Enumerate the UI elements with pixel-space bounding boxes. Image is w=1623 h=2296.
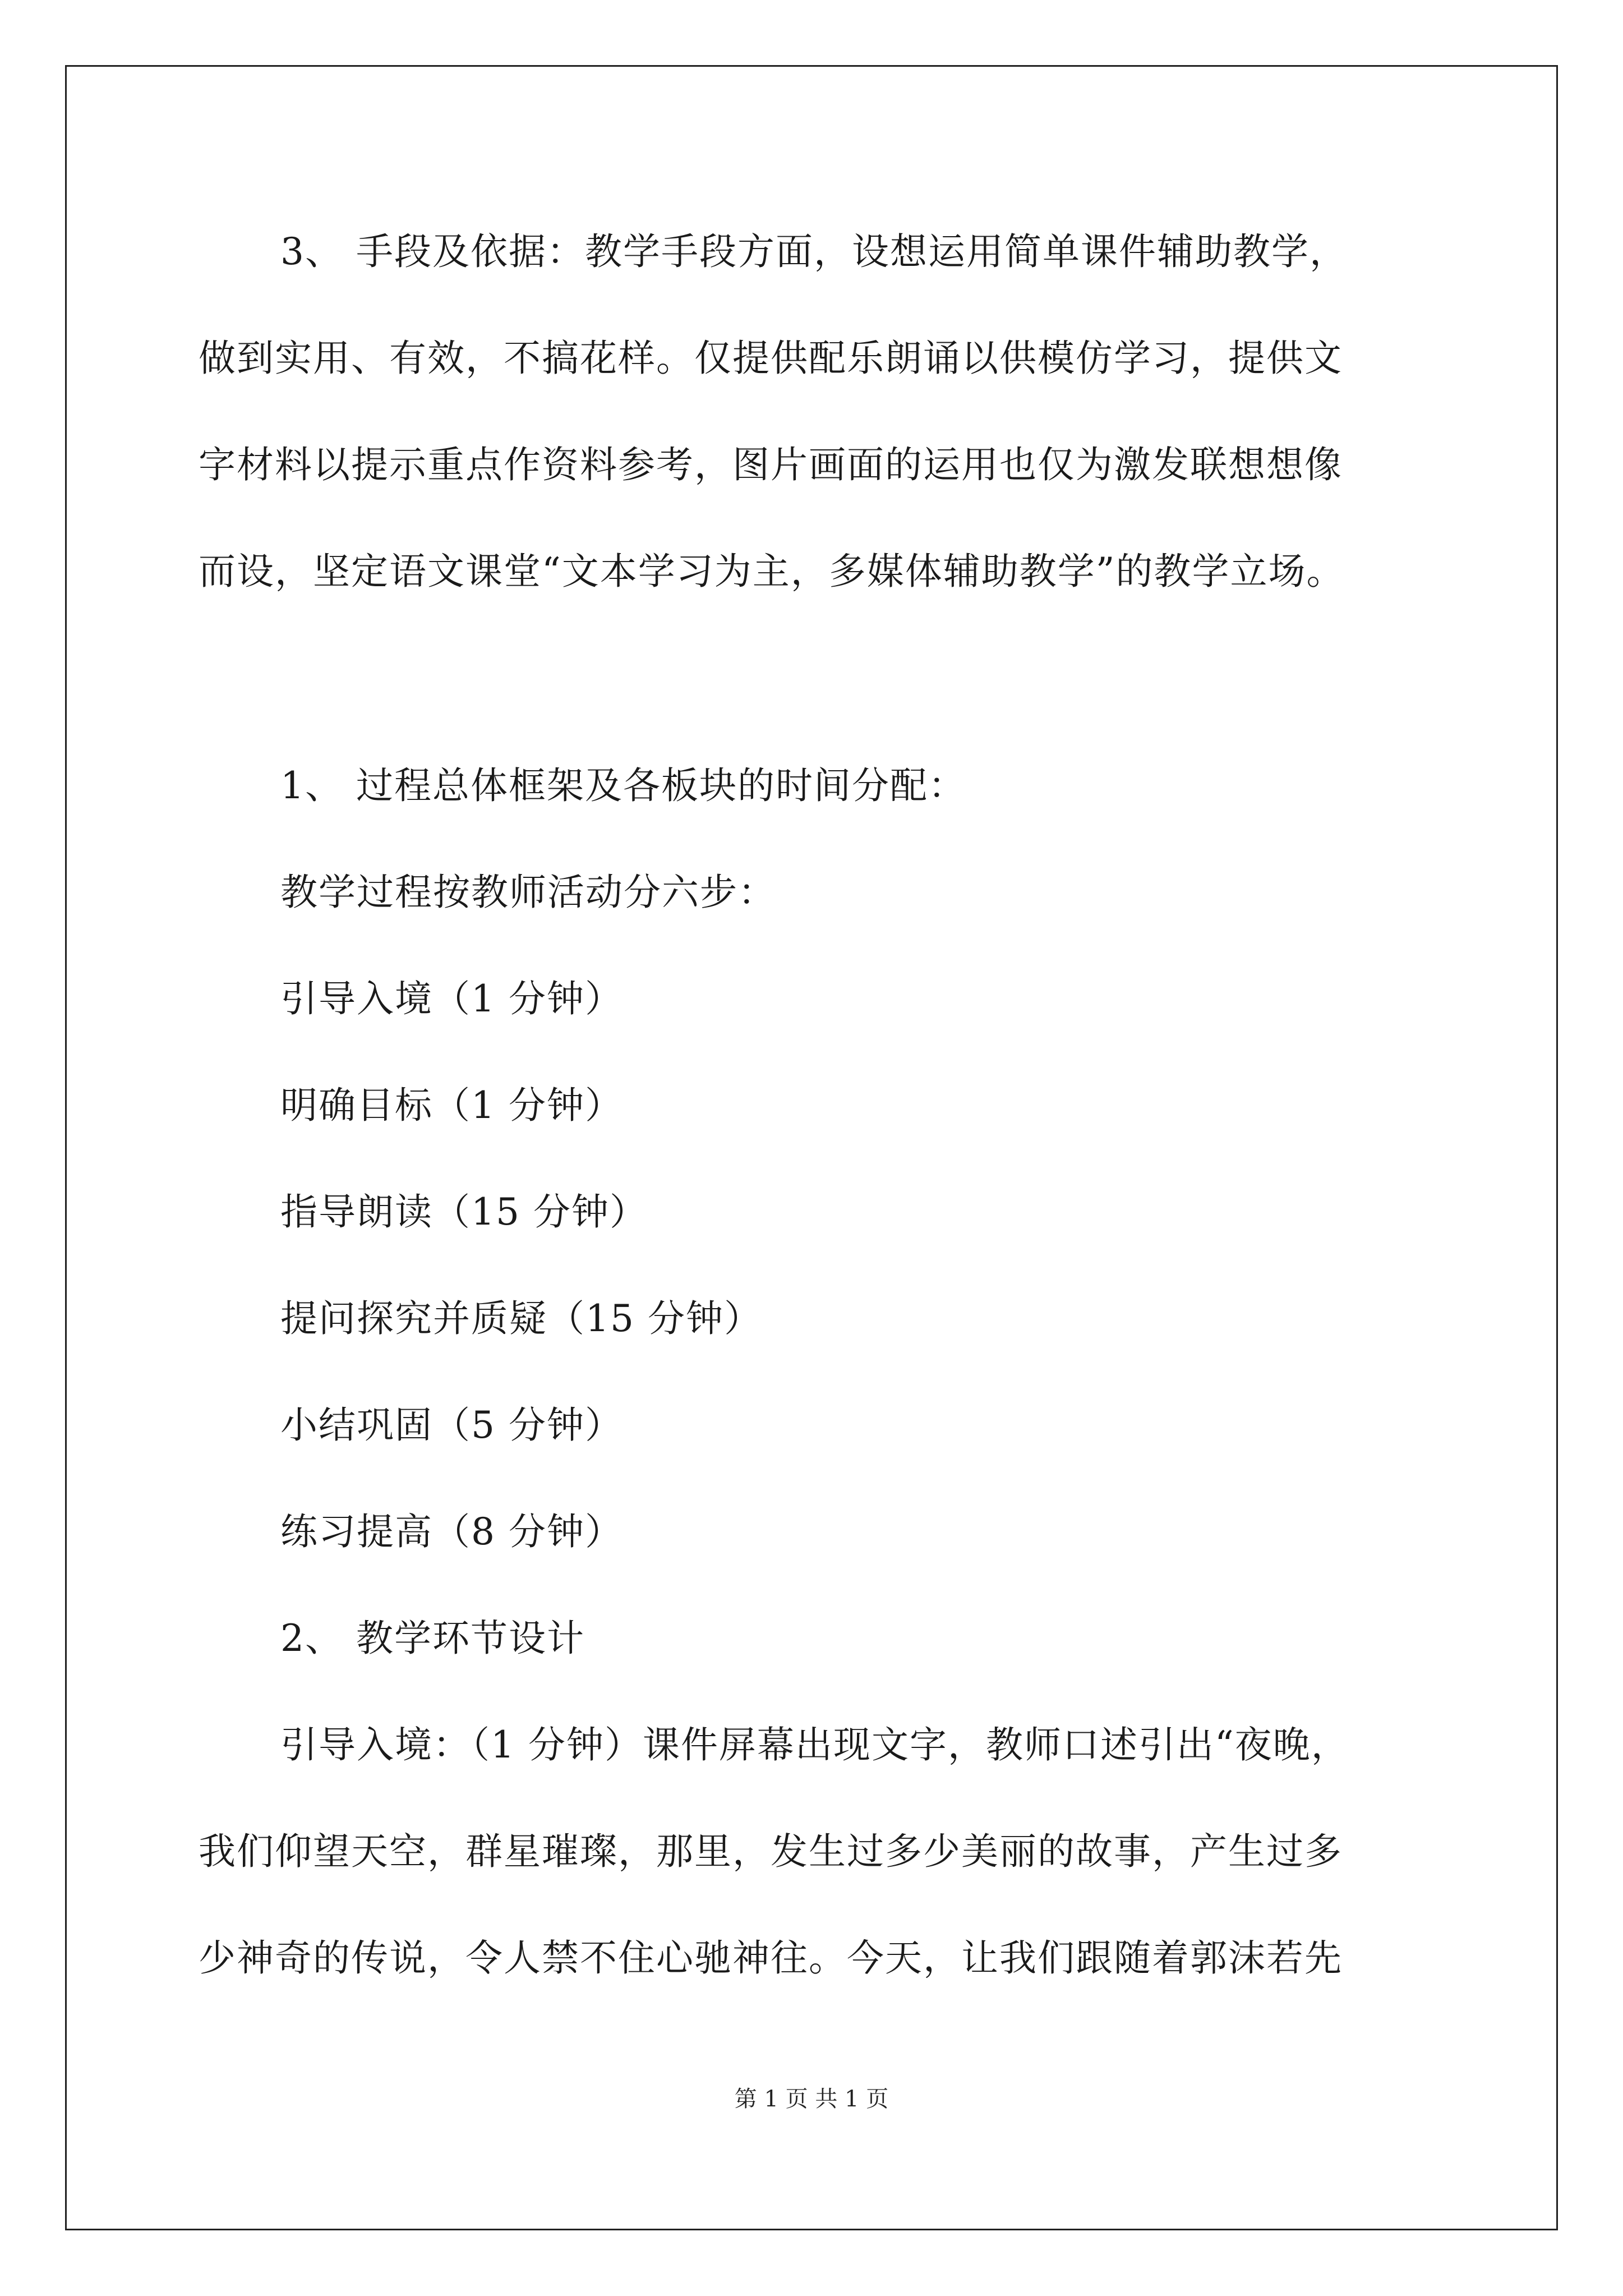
paragraph-means-line-3: 字材料以提示重点作资料参考，图片画面的运用也仅为激发联想想像 xyxy=(199,443,1343,486)
step-item: 指导朗读（15 分钟） xyxy=(280,1190,648,1234)
step-item: 明确目标（1 分钟） xyxy=(280,1084,623,1127)
paragraph-means-line-1: 3、 手段及依据：教学手段方面，设想运用简单课件辅助教学， xyxy=(280,230,1348,273)
paragraph-lead-in-line-2: 我们仰望天空，群星璀璨，那里，发生过多少美丽的故事，产生过多 xyxy=(199,1830,1343,1873)
page-footer: 第 1 页 共 1 页 xyxy=(734,2086,889,2112)
step-item: 练习提高（8 分钟） xyxy=(280,1510,623,1553)
paragraph-means-line-2: 做到实用、有效，不搞花样。仅提供配乐朗诵以供模仿学习，提供文 xyxy=(199,337,1343,380)
process-framework-heading: 1、 过程总体框架及各板块的时间分配： xyxy=(280,764,966,807)
step-item: 提问探究并质疑（15 分钟） xyxy=(280,1297,762,1340)
steps-intro: 教学过程按教师活动分六步： xyxy=(280,871,776,914)
page-border xyxy=(65,65,1558,2230)
section-design-heading: 2、 教学环节设计 xyxy=(280,1617,585,1660)
step-item: 引导入境（1 分钟） xyxy=(280,977,623,1020)
paragraph-means-line-4: 而设，坚定语文课堂“文本学习为主，多媒体辅助教学”的教学立场。 xyxy=(199,550,1345,593)
step-item: 小结巩固（5 分钟） xyxy=(280,1404,623,1447)
paragraph-lead-in-line-1: 引导入境：（1 分钟）课件屏幕出现文字，教师口述引出“夜晚， xyxy=(280,1723,1349,1766)
paragraph-lead-in-line-3: 少神奇的传说，令人禁不住心驰神往。今天，让我们跟随着郭沫若先 xyxy=(199,1936,1343,1980)
